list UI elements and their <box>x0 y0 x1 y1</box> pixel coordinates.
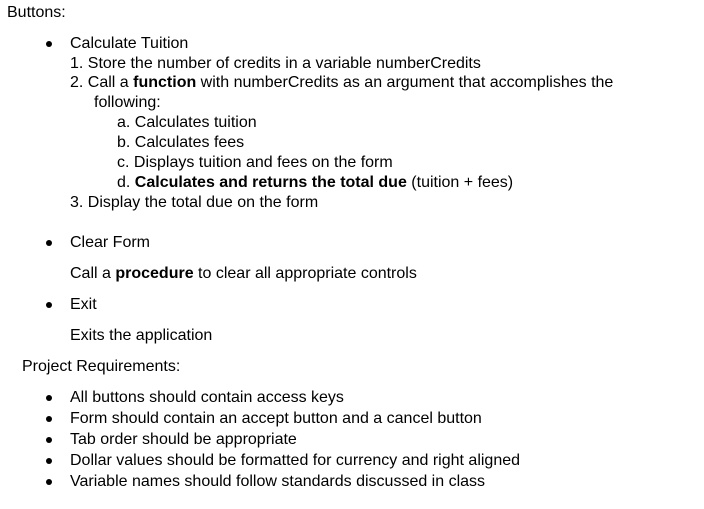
requirement-item: Tab order should be appropriate <box>70 431 297 448</box>
bullet <box>46 437 52 443</box>
clear-desc-pre: Call a <box>70 265 116 282</box>
calc-step-2-cont: following: <box>94 94 161 111</box>
heading-requirements: Project Requirements: <box>22 358 181 375</box>
calc-sub-d-post: (tuition + fees) <box>406 174 514 191</box>
calc-step-2-pre: 2. Call a <box>70 74 134 91</box>
requirement-item: Dollar values should be formatted for currency and right aligned <box>70 452 521 469</box>
bullet <box>46 41 52 47</box>
calc-sub-d-pre: d. <box>117 174 135 191</box>
exit-title: Exit <box>70 296 97 313</box>
calculate-tuition-title: Calculate Tuition <box>70 35 189 52</box>
bullet <box>46 302 52 308</box>
calc-sub-c: c. Displays tuition and fees on the form <box>117 154 393 171</box>
requirement-item: All buttons should contain access keys <box>70 389 344 406</box>
heading-buttons: Buttons: <box>7 4 66 21</box>
clear-desc-bold: procedure <box>115 265 194 282</box>
bullet <box>46 458 52 464</box>
calc-sub-d <box>117 173 513 193</box>
requirement-item: Form should contain an accept button and a cancel button <box>70 410 482 427</box>
clear-desc-post: to clear all appropriate controls <box>193 265 417 282</box>
clear-form-desc <box>70 264 417 284</box>
calc-step-1: 1. Store the number of credits in a variable numberCredits <box>70 55 481 72</box>
exit-desc: Exits the application <box>70 327 213 344</box>
bullet <box>46 395 52 401</box>
calc-step-2-post: with numberCredits as an argument that accomplishes the <box>196 74 614 91</box>
requirement-item: Variable names should follow standards discussed in class <box>70 473 486 490</box>
calc-sub-b: b. Calculates fees <box>117 134 245 151</box>
bullet <box>46 479 52 485</box>
calc-sub-d-bold: Calculates and returns the total due <box>134 174 407 191</box>
calc-step-3: 3. Display the total due on the form <box>70 194 319 211</box>
clear-form-title: Clear Form <box>70 234 151 251</box>
bullet <box>46 240 52 246</box>
calc-step-2-bold: function <box>133 74 197 91</box>
bullet <box>46 416 52 422</box>
calc-sub-a: a. Calculates tuition <box>117 114 257 131</box>
calc-step-2 <box>70 73 613 93</box>
